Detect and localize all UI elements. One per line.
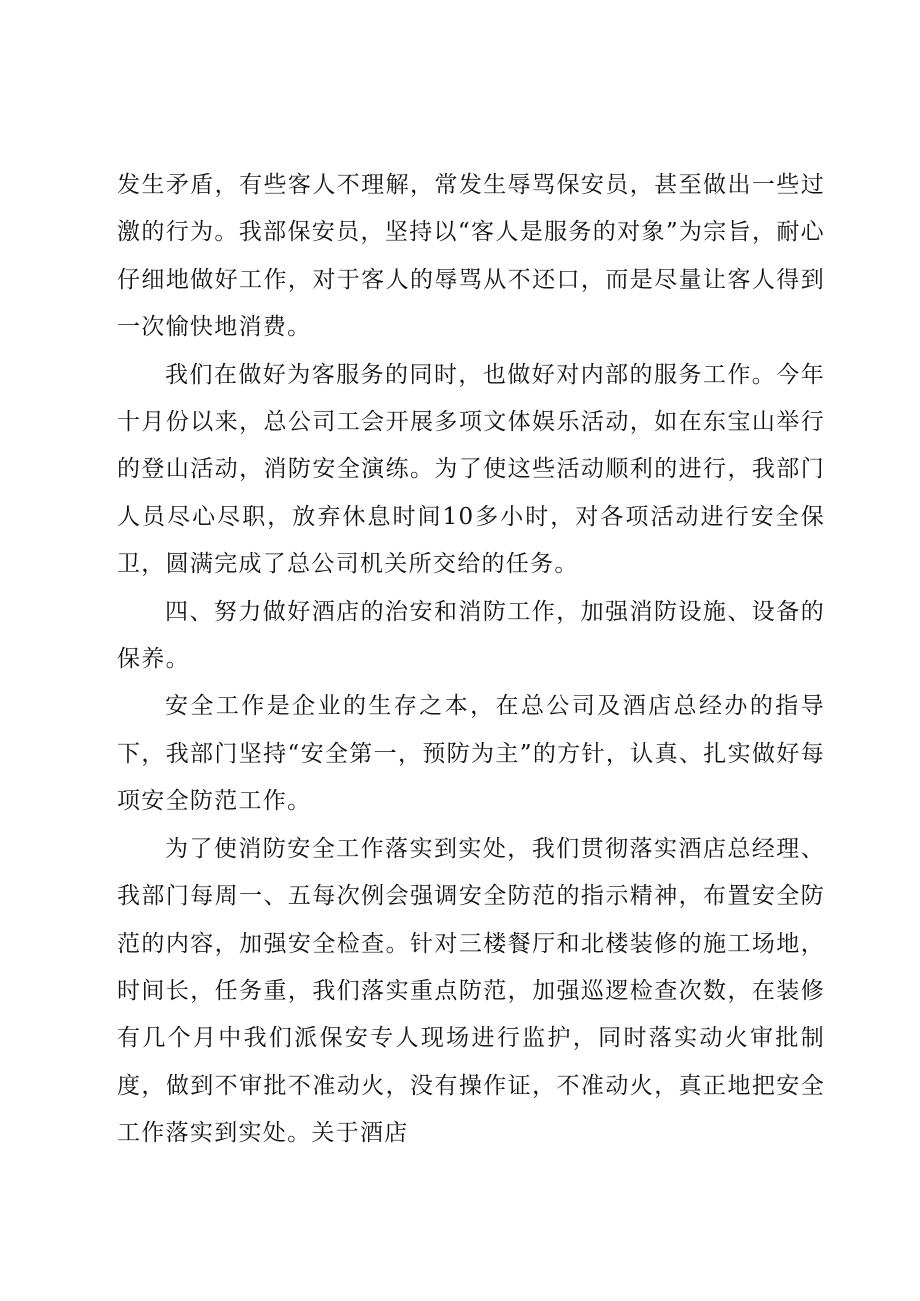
document-body	[117, 162, 825, 1158]
paragraph-fire-safety-implementation: 为了使消防安全工作落实到实处，我们贯彻落实酒店总经理、我部门每周一、五每次例会强调安全防范的指示精神，布置安全防范的内容，加强安全检查。针对三楼餐厅和北楼装修的施工场地，时间长，任务重，我们落实重点防范，加强巡逻检查次数，在装修有几个月中我们派保安专人现场进行监护，同时落实动火审批制度，做到不审批不准动火，没有操作证，不准动火，真正地把安全工作落实到实处。关于酒店	[117, 835, 825, 1147]
paragraph-safety-policy: 安全工作是企业的生存之本，在总公司及酒店总经办的指导下，我部门坚持“安全第一，预防为主”的方针，认真、扎实做好每项安全防范工作。	[117, 693, 825, 815]
paragraph-internal-service: 我们在做好为客服务的同时，也做好对内部的服务工作。今年十月份以来，总公司工会开展多项文体娱乐活动，如在东宝山举行的登山活动，消防安全演练。为了使这些活动顺利的进行，我部门人员尽心尽职，放弃休息时间10多小时，对各项活动进行安全保卫，圆满完成了总公司机关所交给的任务。	[117, 361, 825, 578]
paragraph-continuation: 发生矛盾，有些客人不理解，常发生辱骂保安员，甚至做出一些过激的行为。我部保安员，坚持以“客人是服务的对象”为宗旨，耐心仔细地做好工作，对于客人的辱骂从不还口，而是尽量让客人得到一次愉快地消费。	[117, 172, 825, 341]
section-heading-security-fire: 四、努力做好酒店的治安和消防工作，加强消防设施、设备的保养。	[117, 598, 825, 673]
